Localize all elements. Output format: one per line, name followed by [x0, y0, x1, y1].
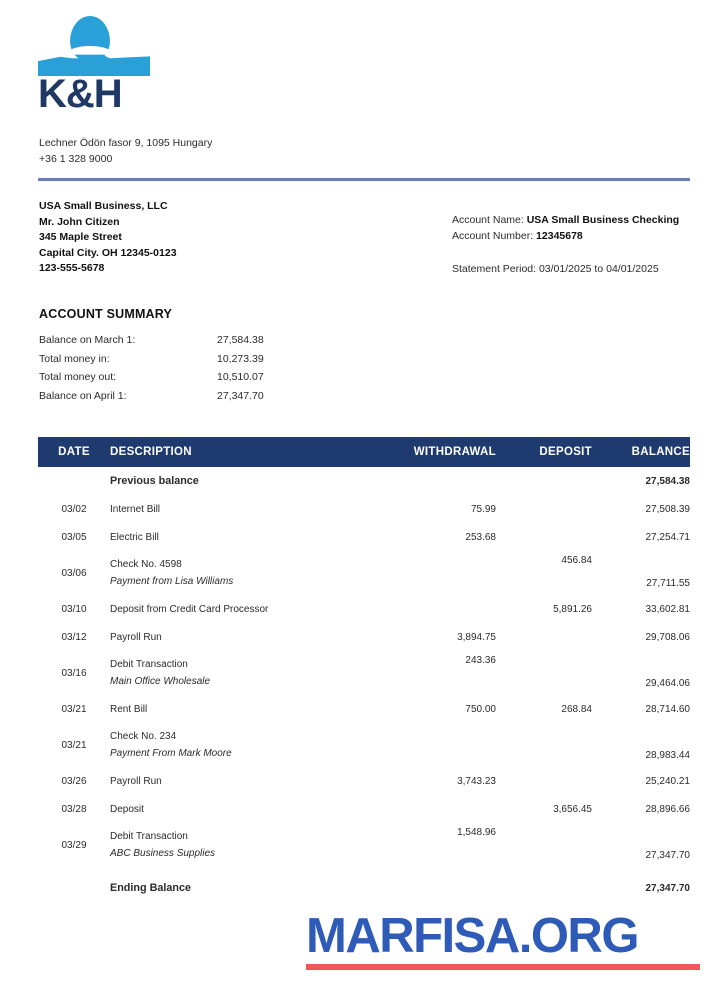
table-row [38, 623, 690, 651]
watermark [306, 909, 700, 970]
cell-date: 03/02 [61, 503, 87, 515]
cell-date: 03/21 [61, 703, 87, 715]
summary-value: 10,510.07 [217, 371, 264, 383]
cell-deposit [496, 623, 592, 651]
account-number-row [452, 228, 679, 244]
cell-withdrawal [378, 723, 496, 767]
cell-withdrawal: 1,548.96 [457, 827, 496, 838]
cell-description [110, 623, 378, 651]
account-summary-title: ACCOUNT SUMMARY [39, 307, 173, 321]
cell-date [38, 867, 110, 909]
cell-withdrawal [378, 795, 496, 823]
cell-deposit [496, 823, 592, 867]
cell-description [110, 867, 378, 909]
account-number-label: Account Number: [452, 230, 534, 242]
cell-date: 03/21 [61, 739, 87, 751]
table-row [38, 467, 690, 495]
cell-balance: 27,347.70 [645, 850, 690, 861]
column-header-balance: BALANCE [592, 437, 690, 467]
summary-label: Total money out: [39, 371, 117, 383]
table-row [38, 523, 690, 551]
summary-label: Balance on March 1: [39, 334, 136, 346]
transactions-table [38, 437, 690, 909]
account-number-value: 12345678 [536, 230, 583, 242]
cell-withdrawal [378, 551, 496, 595]
table-row [38, 823, 690, 867]
cell-date: 03/26 [61, 775, 87, 787]
cell-balance: 28,896.66 [645, 803, 690, 815]
customer-address-block [39, 199, 177, 277]
cell-withdrawal: 3,743.23 [457, 775, 496, 787]
summary-row [39, 333, 327, 352]
cell-deposit [496, 467, 592, 495]
cell-date: 03/29 [61, 839, 87, 851]
cell-deposit [496, 867, 592, 909]
column-header-deposit: DEPOSIT [496, 437, 592, 467]
cell-withdrawal: 750.00 [465, 703, 496, 715]
description-main: Ending Balance [110, 882, 191, 894]
customer-name: Mr. John Citizen [39, 215, 120, 228]
cell-description [110, 523, 378, 551]
header-divider [38, 178, 690, 181]
description-sub: ABC Business Supplies [110, 848, 216, 859]
summary-label: Total money in: [39, 352, 110, 365]
table-row [38, 795, 690, 823]
cell-description [110, 823, 378, 867]
summary-value: 27,347.70 [217, 389, 264, 402]
table-row [38, 695, 690, 723]
cell-balance: 28,714.60 [645, 703, 690, 715]
cell-withdrawal [378, 867, 496, 909]
cell-description [110, 723, 378, 767]
cell-withdrawal [378, 595, 496, 623]
summary-row [39, 370, 327, 389]
cell-date: 03/06 [61, 567, 87, 579]
cell-withdrawal: 75.99 [470, 503, 496, 515]
column-header-date: DATE [38, 437, 110, 467]
cell-date: 03/12 [61, 631, 87, 643]
cell-withdrawal: 3,894.75 [457, 631, 496, 643]
cell-description [110, 467, 378, 495]
cell-deposit [496, 767, 592, 795]
cell-balance: 27,347.70 [645, 882, 690, 894]
summary-value: 10,273.39 [217, 352, 264, 365]
table-header-row [38, 437, 690, 467]
table-row [38, 595, 690, 623]
description-main: Deposit [110, 803, 144, 815]
customer-phone: 123-555-5678 [39, 262, 105, 275]
description-sub: Payment from Lisa Williams [110, 576, 234, 587]
watermark-underline [306, 964, 700, 970]
description-main: Rent Bill [110, 703, 148, 715]
cell-deposit: 5,891.26 [553, 603, 592, 615]
summary-row [39, 389, 327, 408]
cell-balance: 33,602.81 [645, 603, 690, 615]
table-row [38, 651, 690, 695]
cell-withdrawal: 243.36 [465, 655, 496, 666]
table-row [38, 551, 690, 595]
account-name-value: USA Small Business Checking [526, 214, 680, 226]
summary-label: Balance on April 1: [39, 389, 127, 402]
cell-balance: 27,254.71 [645, 531, 690, 543]
cell-description [110, 551, 378, 595]
cell-deposit [496, 651, 592, 695]
cell-balance: 25,240.21 [645, 775, 690, 787]
table-row [38, 767, 690, 795]
cell-deposit: 268.84 [561, 703, 592, 715]
bank-address-block [39, 135, 212, 167]
description-sub: Main Office Wholesale [110, 676, 211, 687]
customer-city-state-zip: Capital City. OH 12345-0123 [39, 246, 177, 259]
description-main: Deposit from Credit Card Processor [110, 603, 269, 615]
account-name-label: Account Name: [452, 214, 524, 226]
description-main: Debit Transaction [110, 831, 188, 842]
customer-company: USA Small Business, LLC [39, 200, 168, 212]
description-main: Debit Transaction [110, 659, 188, 670]
cell-description [110, 795, 378, 823]
description-main: Electric Bill [110, 531, 159, 543]
summary-value: 27,584.38 [217, 334, 264, 346]
cell-deposit: 456.84 [561, 555, 592, 566]
cell-description [110, 695, 378, 723]
cell-balance: 29,708.06 [645, 631, 690, 643]
watermark-text: MARFISA.ORG [306, 909, 638, 963]
column-header-description: DESCRIPTION [110, 437, 378, 467]
description-main: Check No. 234 [110, 731, 177, 742]
cell-balance: 27,584.38 [645, 475, 690, 487]
description-main: Payroll Run [110, 775, 162, 787]
cell-balance: 28,983.44 [645, 750, 690, 761]
cell-date: 03/10 [61, 603, 87, 615]
person-wave-logo-icon [38, 14, 150, 76]
cell-date: 03/16 [61, 667, 87, 679]
cell-date: 03/28 [61, 803, 87, 815]
account-summary-table [39, 333, 327, 407]
cell-deposit [496, 495, 592, 523]
table-row [38, 867, 690, 909]
cell-withdrawal: 253.68 [465, 531, 496, 543]
bank-phone: +36 1 328 9000 [39, 153, 113, 165]
cell-balance: 27,711.55 [646, 578, 690, 589]
transactions-body [38, 467, 690, 909]
cell-deposit [496, 523, 592, 551]
customer-street: 345 Maple Street [39, 231, 122, 244]
statement-period: Statement Period: 03/01/2025 to 04/01/2025 [452, 263, 659, 275]
cell-deposit: 3,656.45 [553, 803, 592, 815]
description-sub: Payment From Mark Moore [110, 748, 232, 759]
cell-description [110, 495, 378, 523]
cell-balance: 29,464.06 [645, 678, 690, 689]
cell-deposit [496, 723, 592, 767]
cell-balance: 27,508.39 [645, 503, 690, 515]
bank-logo [38, 14, 168, 120]
transactions-section [38, 437, 690, 909]
table-row [38, 723, 690, 767]
cell-date [38, 467, 110, 495]
cell-description [110, 595, 378, 623]
bank-address-line: Lechner Ödön fasor 9, 1095 Hungary [39, 137, 213, 149]
column-header-withdrawal: WITHDRAWAL [378, 437, 496, 467]
description-main: Check No. 4598 [110, 559, 182, 570]
account-name-row [452, 212, 679, 228]
cell-date: 03/05 [61, 531, 87, 543]
cell-withdrawal [378, 467, 496, 495]
table-row [38, 495, 690, 523]
account-info-block [452, 212, 679, 277]
description-main: Previous balance [110, 475, 199, 487]
cell-description [110, 651, 378, 695]
logo-wordmark: K&H [38, 72, 122, 116]
description-main: Payroll Run [110, 631, 162, 643]
description-main: Internet Bill [110, 503, 161, 515]
cell-description [110, 767, 378, 795]
summary-row [39, 352, 327, 371]
